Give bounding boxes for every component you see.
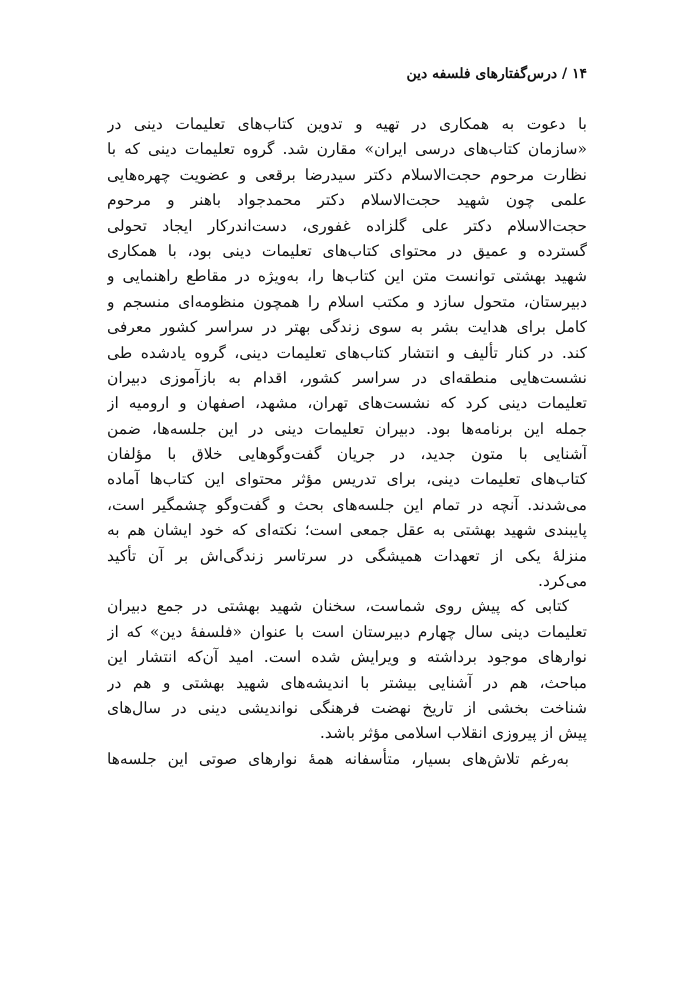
text-line: مباحث، هم در آشنایی بیشتر با اندیشه‌های شهید بهشتی و هم در — [107, 673, 587, 692]
text-line: تعلیمات دینی کرد که نشست‌های تهران، مشهد، اصفهان و ارومیه از — [107, 394, 587, 413]
text-line: کتابی که پیش روی شماست، سخنان شهید بهشتی در جمع دبیران — [107, 597, 569, 616]
text-line: جمله این برنامه‌ها بود. دبیران تعلیمات دینی در این جلسه‌ها، ضمن — [107, 419, 587, 438]
text-line: کامل برای هدایت بشر به سوی زندگی بهتر در سراسر کشور معرفی — [107, 318, 587, 337]
text-line: شهید بهشتی توانست متن این کتاب‌ها را، به‌ویژه در مقاطع راهنمایی و — [107, 267, 587, 286]
running-head: ۱۴ / درس‌گفتارهای فلسفه دین — [406, 66, 587, 82]
text-line: پیش از پیروزی انقلاب اسلامی مؤثر باشد. — [319, 724, 587, 743]
text-line: می‌کرد. — [538, 572, 587, 591]
text-line: حجت‌الاسلام دکتر علی گلزاده غفوری، دست‌اندرکار ایجاد تحولی — [107, 216, 587, 235]
text-line: تعلیمات دینی سال چهارم دبیرستان است با عنوان «فلسفهٔ دین» که از — [107, 622, 587, 641]
text-line: به‌رغم تلاش‌های بسیار، متأسفانه همهٔ نوارهای صوتی این جلسه‌ها — [107, 749, 569, 768]
text-line: علمی چون شهید حجت‌الاسلام دکتر محمدجواد باهنر و مرحوم — [107, 191, 587, 210]
text-line: آشنایی با متون جدید، در جریان گفت‌وگوهایی خلاق با مؤلفان — [107, 445, 587, 464]
text-line: شناخت بخشی از تاریخ نهضت فرهنگی نواندیشی دینی در سال‌های — [107, 698, 587, 717]
text-line: نشست‌هایی منطقه‌ای در سراسر کشور، اقدام به بازآموزی دبیران — [107, 368, 587, 387]
text-line: نظارت مرحوم حجت‌الاسلام دکتر سیدرضا برقعی و عضویت چهره‌هایی — [107, 165, 587, 184]
text-line: پایبندی شهید بهشتی به عقل جمعی است؛ نکته‌ای که خود ایشان هم به — [107, 521, 587, 540]
text-line: «سازمان کتاب‌های درسی ایران» مقارن شد. گروه تعلیمات دینی که با — [107, 140, 587, 159]
text-line: کتاب‌های تعلیمات دینی، برای تدریس مؤثر محتوای این کتاب‌ها آماده — [107, 470, 587, 489]
text-line: منزلهٔ یکی از تعهدات همیشگی در سرتاسر زندگی‌اش بر آن تأکید — [107, 546, 587, 565]
text-line: گسترده و عمیق در محتوای کتاب‌های تعلیمات دینی بود، با همکاری — [107, 241, 587, 260]
text-line: نوارهای موجود برداشته و ویرایش شده است. امید آن‌که انتشار این — [107, 648, 587, 667]
text-line: با دعوت به همکاری در تهیه و تدوین کتاب‌های تعلیمات دینی در — [107, 115, 587, 133]
text-line: کند. در کنار تألیف و انتشار کتاب‌های تعلیمات دینی، گروه یادشده طی — [107, 343, 587, 362]
text-line: می‌شدند. آنچه در تمام این جلسه‌های بحث و گفت‌وگو چشمگیر است، — [107, 495, 587, 514]
body-text — [107, 112, 587, 772]
text-line: دبیرستان، متحول سازد و مکتب اسلام را همچون منظومه‌ای منسجم و — [107, 292, 587, 311]
